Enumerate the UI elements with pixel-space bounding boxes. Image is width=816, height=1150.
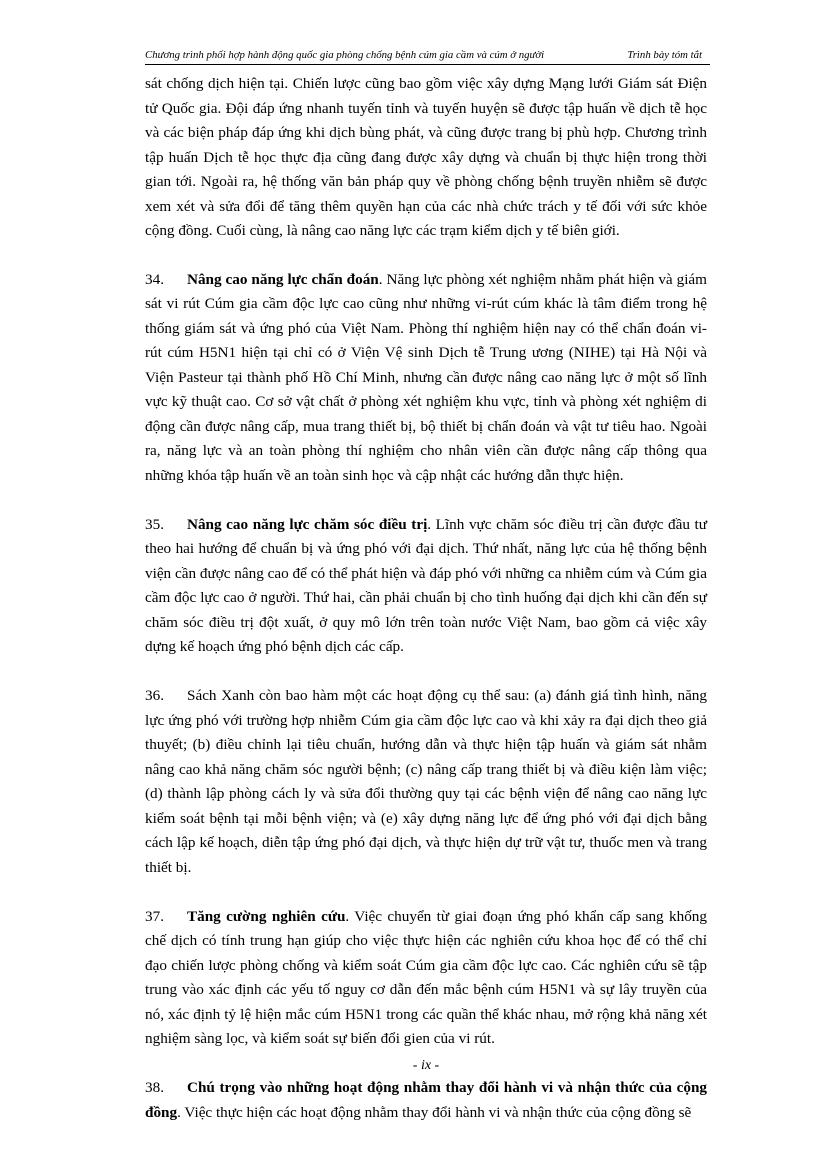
paragraph-text: Sách Xanh còn bao hàm một các hoạt động cụ thể sau: (a) đánh giá tình hình, năng lực ứng phó với trường hợp nhiễm Cúm gia cầm độc lực cao và khi xảy ra đại dịch theo giả thuyết; (b) điều chỉnh lại tiêu chuẩn, hướng dẫn và thực hiện tập huấn và giám sát nhằm nâng cao khả năng chăm sóc người bệnh; (c) nâng cấp trang thiết bị và điều kiện làm việc; (d) thành lập phòng cách ly và sửa đổi thường quy tại các bệnh viện để nâng cao năng lực kiểm soát bệnh tại mỗi bệnh viện; và (e) xây dựng năng lực để ứng phó với đại dịch bằng cách lập kế hoạch, diễn tập ứng phó đại dịch, và thực hiện dự trữ vật tư, thuốc men và trang thiết bị.: [145, 687, 707, 876]
paragraph-38: [145, 1076, 707, 1125]
paragraph-number: 37.: [145, 907, 164, 925]
main-content: [145, 72, 707, 1150]
running-header: [145, 48, 710, 65]
paragraph-number: 38.: [145, 1079, 164, 1096]
paragraph-text: . Việc thực hiện các hoạt động nhằm thay đổi hành vi và nhận thức của cộng đồng sẽ: [177, 1103, 692, 1121]
paragraph-text: . Lĩnh vực chăm sóc điều trị cần được đầu tư theo hai hướng để chuẩn bị và ứng phó với đại dịch. Thứ nhất, năng lực của hệ thống bệnh viện cần được nâng cao để có thể phát hiện và đáp phó với những ca nhiễm cúm và Cúm gia cầm độc lực cao ở người. Thứ hai, cần phải chuẩn bị cho tình huống đại dịch khi cần đến sự chăm sóc điều trị đột xuất, ở quy mô lớn trên toàn nước Việt Nam, bao gồm cả việc xây dựng kế hoạch ứng phó bệnh dịch các cấp.: [145, 515, 707, 655]
paragraph-text: . Năng lực phòng xét nghiệm nhằm phát hiện và giám sát vi rút Cúm gia cầm độc lực cao cũng như những vi-rút cúm khác là tâm điểm trong hệ thống giám sát và ứng phó của Việt Nam. Phòng thí nghiệm hiện nay có thể chẩn đoán vi-rút cúm H5N1 hiện tại chỉ có ở Viện Vệ sinh Dịch tễ Trung ương (NIHE) tại Hà Nội và Viện Pasteur tại thành phố Hồ Chí Minh, nhưng cần được nâng cao năng lực ở một số lĩnh vực kỹ thuật cao. Cơ sở vật chất ở phòng xét nghiệm khu vực, tỉnh và phòng xét nghiệm di động cần được nâng cấp, mua trang thiết bị, bộ thiết bị chẩn đoán và vật tư tiêu hao. Ngoài ra, năng lực và an toàn phòng thí nghiệm cho nhân viên cần được nâng cấp thông qua những khóa tập huấn về an toàn sinh học và cập nhật các hướng dẫn thực hiện.: [145, 270, 707, 484]
paragraph-37: [145, 905, 707, 1052]
paragraph-number: 35.: [145, 515, 164, 533]
paragraph-heading: Chú trọng vào những hoạt động nhằm thay đổi hành vi và nhận thức của cộng đồng: [145, 1079, 707, 1121]
header-section-title: Trình bày tóm tắt: [627, 49, 702, 61]
paragraph-heading: Tăng cường nghiên cứu: [187, 907, 346, 925]
paragraph-number: 34.: [145, 270, 164, 288]
intro-paragraph: sát chống dịch hiện tại. Chiến lược cũng bao gồm việc xây dựng Mạng lưới Giám sát Điện tử Quốc gia. Đội đáp ứng nhanh tuyến tỉnh và tuyến huyện sẽ được tập huấn về dịch tễ học và các biện pháp đáp ứng khi dịch bùng phát, và cũng được trang bị phù hợp. Chương trình tập huấn Dịch tễ học thực địa cũng đang được xây dựng và chuẩn bị thực hiện trong thời gian tới. Ngoài ra, hệ thống văn bản pháp quy về phòng chống bệnh truyền nhiễm sẽ được xem xét và sửa đổi để tăng thêm quyền hạn của các nhà chức trách y tế đối với sức khỏe cộng đồng. Cuối cùng, là nâng cao năng lực các trạm kiểm dịch y tế biên giới.: [145, 75, 707, 239]
page-number: - ix -: [412, 1058, 440, 1073]
paragraph-35: [145, 513, 707, 660]
paragraph-heading: Nâng cao năng lực chẩn đoán: [187, 270, 379, 288]
paragraph-text: . Việc chuyển từ giai đoạn ứng phó khẩn cấp sang khống chế dịch có tính trung hạn giúp cho việc thực hiện các nghiên cứu khoa học để có thể chỉ đạo chiến lược phòng chống và kiểm soát Cúm gia cầm độc lực cao. Các nghiên cứu sẽ tập trung vào xác định các yếu tố nguy cơ dẫn đến mắc bệnh cúm H5N1 và sự lây truyền của nó, xác định tỷ lệ hiện mắc cúm H5N1 trong các quần thể khác nhau, mở rộng khả năng xét nghiệm sàng lọc, và kiểm soát sự biến đổi gien của vi rút.: [145, 907, 707, 1047]
header-document-title: Chương trình phối hợp hành động quốc gia phòng chống bệnh cúm gia cầm và cúm ở người: [145, 49, 545, 61]
paragraph-34: [145, 268, 707, 489]
paragraph-heading: Nâng cao năng lực chăm sóc điều trị: [187, 515, 428, 533]
paragraph-36: [145, 684, 707, 880]
paragraph-number: 36.: [145, 687, 164, 704]
